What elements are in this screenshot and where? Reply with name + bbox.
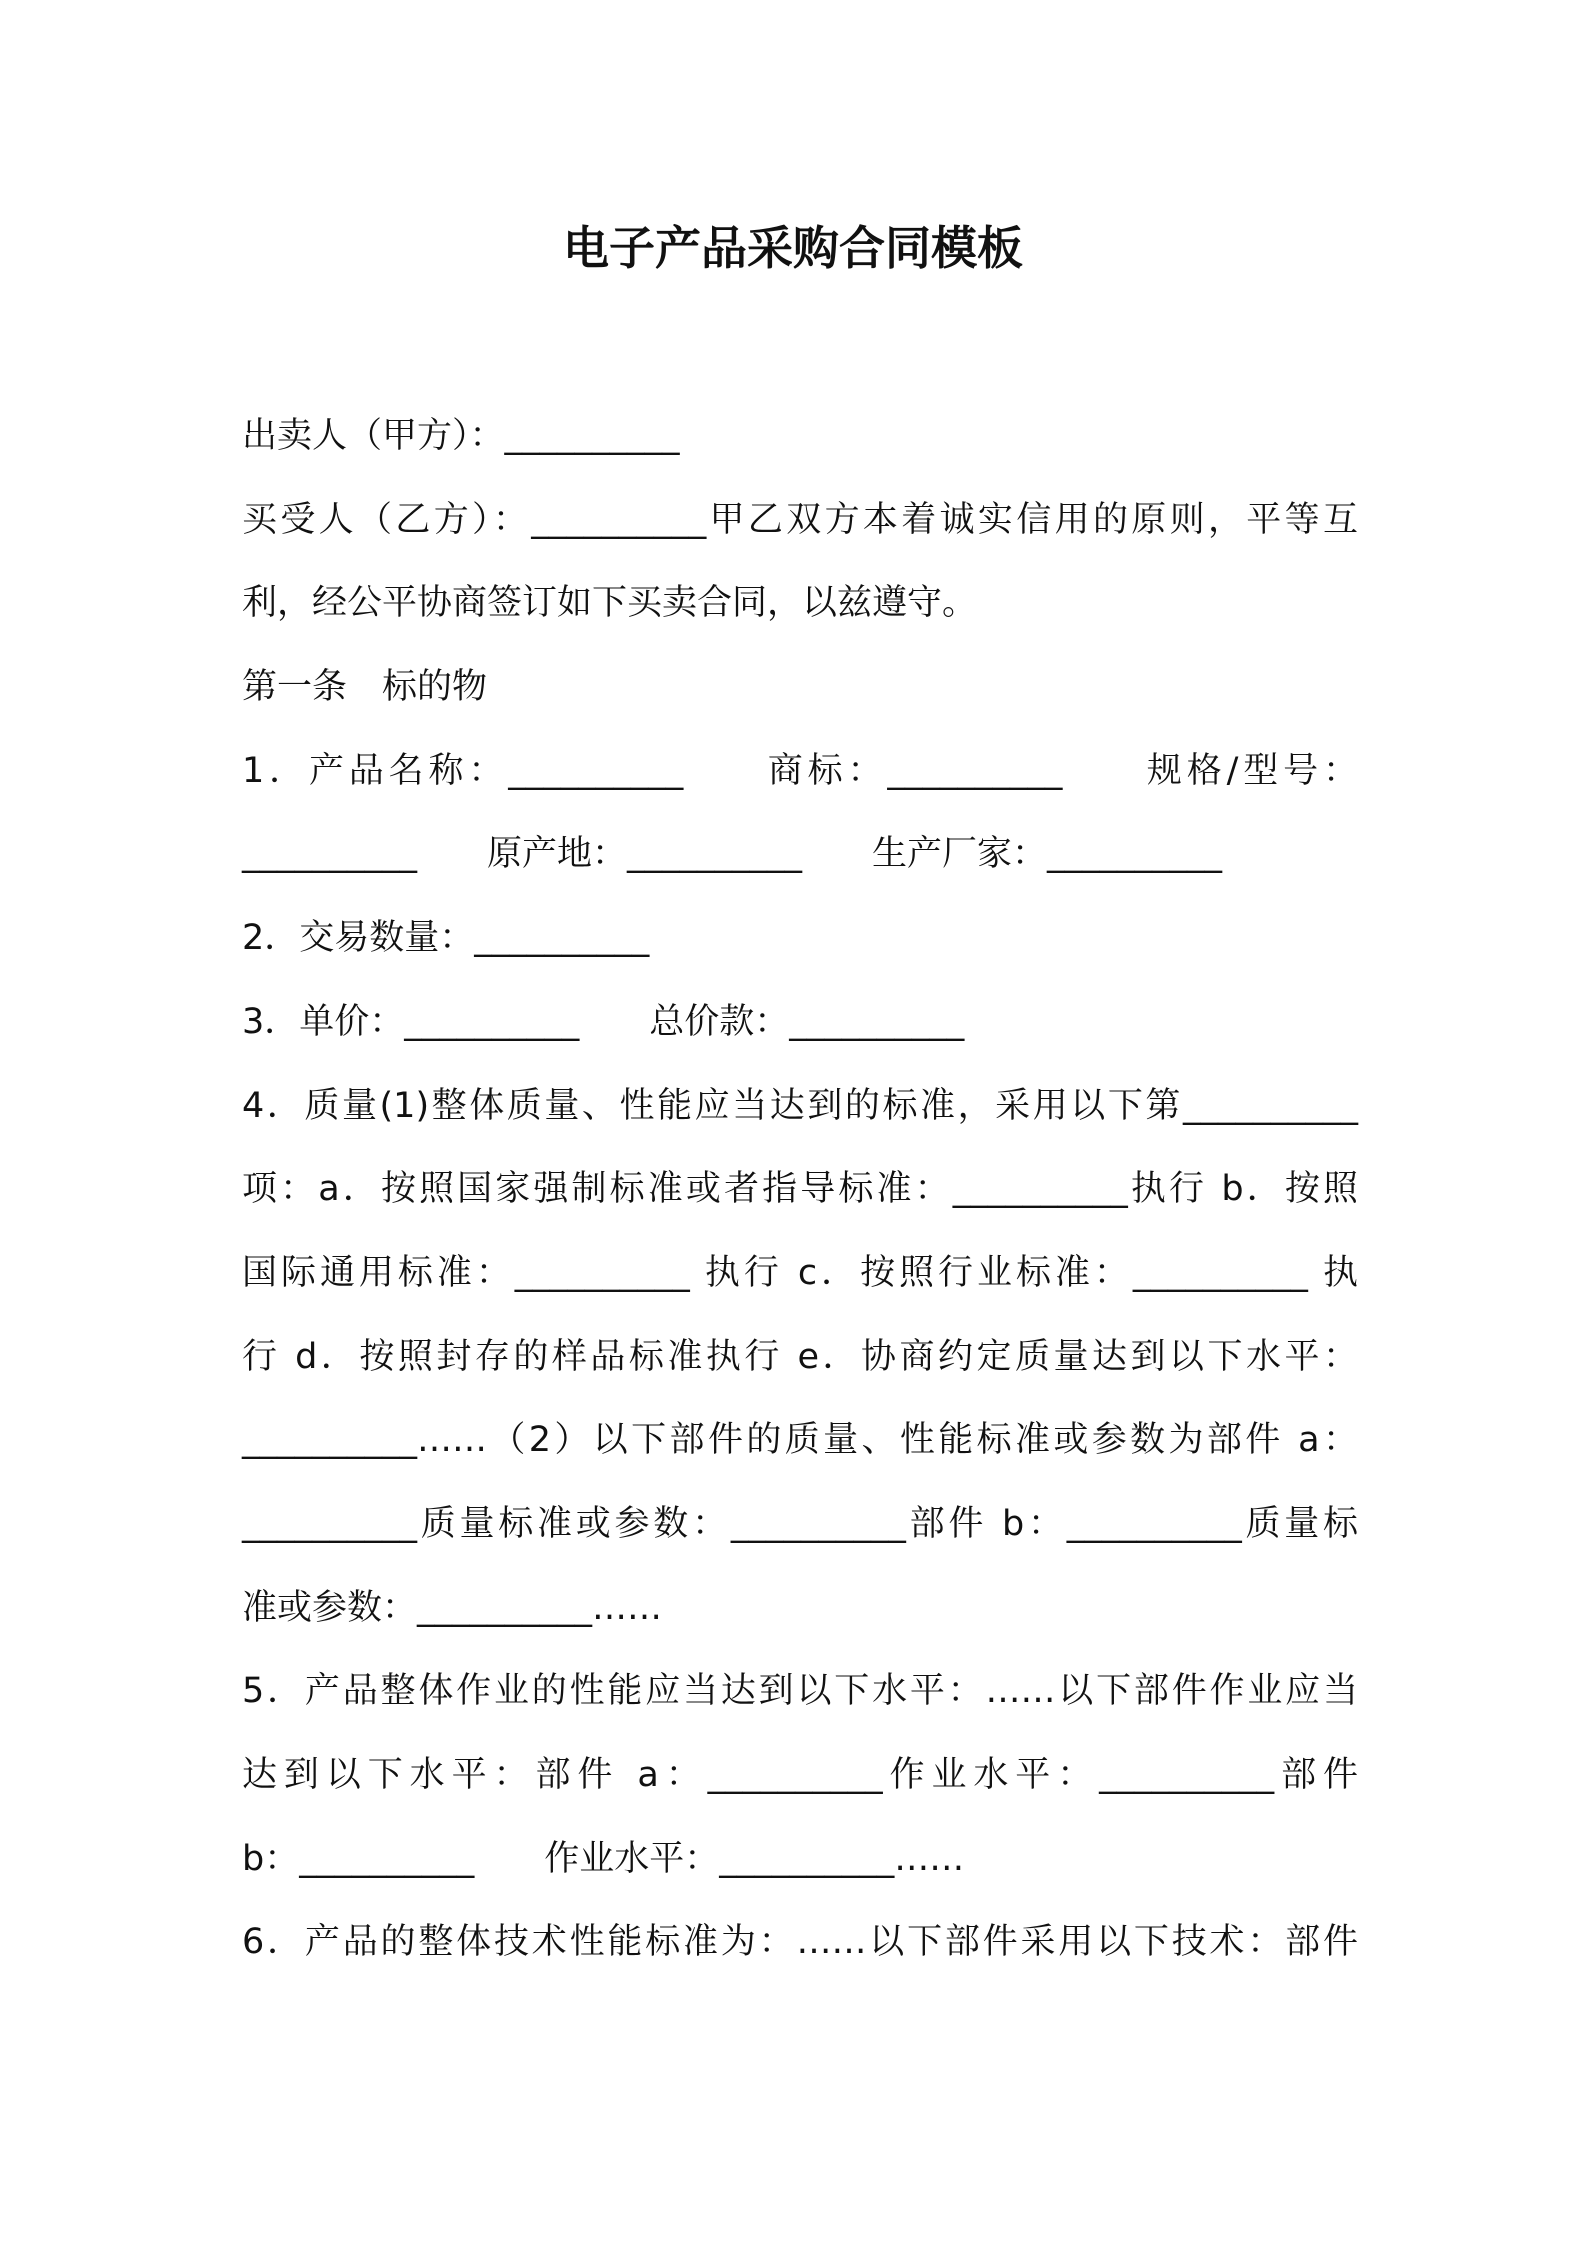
item-4-line-cont: 国际通用标准：__________ 执行 c．按照行业标准：__________ 执 <box>242 1252 1358 1293</box>
buyer-line: 买受人（乙方）：__________甲乙双方本着诚实信用的原则，平等互 <box>242 499 1358 540</box>
item-3-line: 3．单价：__________ 总价款：__________ <box>242 1001 965 1042</box>
item-4-line: 4．质量(1)整体质量、性能应当达到的标准，采用以下第__________ <box>242 1085 1358 1126</box>
item-4-line-cont: __________质量标准或参数：__________部件 b：__________质量标 <box>242 1503 1358 1544</box>
item-5-line-cont: 达到以下水平：部件 a：__________作业水平：__________部件 <box>242 1755 1358 1795</box>
article-heading: 第一条 标的物 <box>242 667 488 708</box>
item-5-line-end: b：__________ 作业水平：__________…… <box>242 1838 965 1879</box>
seller-line: 出卖人（甲方）：__________ <box>242 416 680 456</box>
item-1-line-cont: __________ 原产地：__________ 生产厂家：__________ <box>242 834 1223 875</box>
item-4-line-end: 准或参数：__________…… <box>242 1587 663 1628</box>
item-1-line: 1．产品名称：__________ 商标：__________ 规格/型号： <box>242 750 1358 791</box>
document-title: 电子产品采购合同模板 <box>563 221 1023 275</box>
item-4-line-cont: 行 d．按照封存的样品标准执行 e．协商约定质量达到以下水平： <box>242 1336 1358 1377</box>
contract-body <box>242 395 1358 1985</box>
item-2-line: 2．交易数量：__________ <box>242 918 650 959</box>
paragraph-line: 利，经公平协商签订如下买卖合同，以兹遵守。 <box>242 583 978 624</box>
item-5-line: 5．产品整体作业的性能应当达到以下水平：……以下部件作业应当 <box>242 1671 1358 1712</box>
item-4-line-cont: 项：a．按照国家强制标准或者指导标准：__________执行 b．按照 <box>242 1169 1358 1210</box>
item-6-line: 6．产品的整体技术性能标准为：……以下部件采用以下技术：部件 <box>242 1922 1358 1963</box>
item-4-line-cont: __________……（2）以下部件的质量、性能标准或参数为部件 a： <box>242 1420 1358 1461</box>
